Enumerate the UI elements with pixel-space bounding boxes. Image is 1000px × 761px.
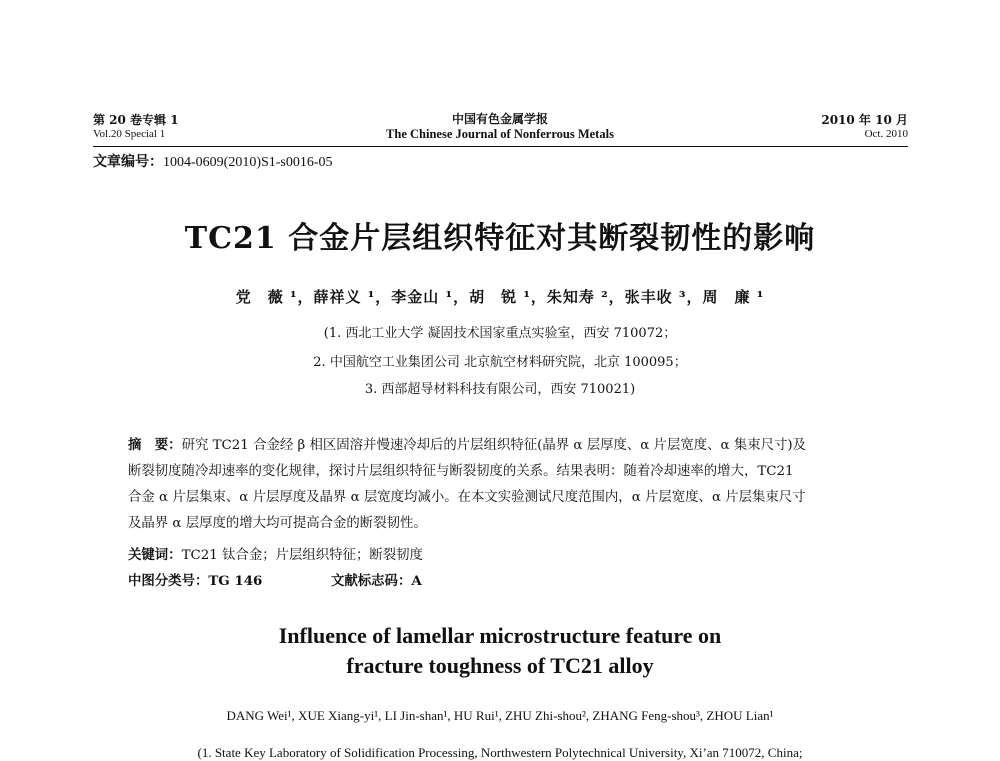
document-code: [331, 570, 422, 589]
title-en-line-1: Influence of lamellar microstructure feature on: [278, 623, 722, 648]
classification-label: 中图分类号：: [128, 573, 209, 589]
abstract-line-4: 及晶界 α 层厚度的增大均可提高合金的断裂韧性。: [128, 516, 427, 531]
abstract-line-1: 摘 要：研究 TC21 合金经 β 相区固溶并慢速冷却后的片层组织特征(晶界 α 层厚度、α 片层宽度、α 集束尺寸)及: [128, 437, 806, 453]
keywords: [128, 544, 423, 563]
volume-label-en: Vol.20 Special 1: [93, 128, 166, 140]
document-code-value: A: [411, 573, 422, 589]
journal-name-en: The Chinese Journal of Nonferrous Metals: [386, 127, 614, 141]
article-number: [93, 151, 333, 171]
authors-en: DANG Wei¹, XUE Xiang-yi¹, LI Jin-shan¹, HU Rui¹, ZHU Zhi-shou², ZHANG Feng-shou³, ZHOU Lian¹: [226, 708, 774, 723]
volume-label-zh: 第 20 卷专辑 1: [93, 113, 179, 127]
abstract-line-3: 合金 α 片层集束、α 片层厚度及晶界 α 层宽度均减小。在本文实验测试尺度范围内，α 片层宽度、α 片层集束尺寸: [128, 490, 806, 505]
title-en-line-2: fracture toughness of TC21 alloy: [346, 653, 654, 678]
issue-date-zh: 2010 年 10 月: [821, 113, 908, 127]
affiliation-zh-2: 2. 中国航空工业集团公司 北京航空材料研究院，北京 100095；: [313, 355, 687, 370]
keywords-value: TC21 钛合金；片层组织特征；断裂韧度: [181, 548, 423, 563]
journal-name-zh: 中国有色金属学报: [451, 112, 548, 126]
authors-zh: 党 薇 ¹，薛祥义 ¹，李金山 ¹，胡 锐 ¹，朱知寿 ²，张丰收 ³，周 廉 ¹: [235, 288, 765, 306]
article-number-label: 文章编号：: [93, 154, 163, 170]
title-zh: TC21 合金片层组织特征对其断裂韧性的影响: [184, 221, 816, 256]
keywords-label: 关键词：: [128, 547, 182, 563]
document-code-label: 文献标志码：: [331, 573, 412, 589]
abstract: [128, 432, 880, 537]
affiliation-zh-1: (1. 西北工业大学 凝固技术国家重点实验室，西安 710072；: [323, 326, 677, 341]
classification: [128, 570, 262, 589]
header-rule: [93, 146, 908, 147]
abstract-label: 摘 要：: [128, 437, 182, 453]
affiliation-en-1: (1. State Key Laboratory of Solidification Processing, Northwestern Polytechnical University, Xi’an 710072, China;: [197, 745, 803, 760]
abstract-line-2: 断裂韧度随冷却速率的变化规律，探讨片层组织特征与断裂韧度的关系。结果表明：随着冷却速率的增大，TC21: [128, 464, 794, 479]
issue-date-en: Oct. 2010: [864, 128, 908, 140]
affiliation-zh-3: 3. 西部超导材料科技有限公司，西安 710021): [364, 382, 636, 397]
article-number-value: 1004-0609(2010)S1-s0016-05: [163, 155, 333, 170]
classification-value: TG 146: [208, 573, 263, 589]
